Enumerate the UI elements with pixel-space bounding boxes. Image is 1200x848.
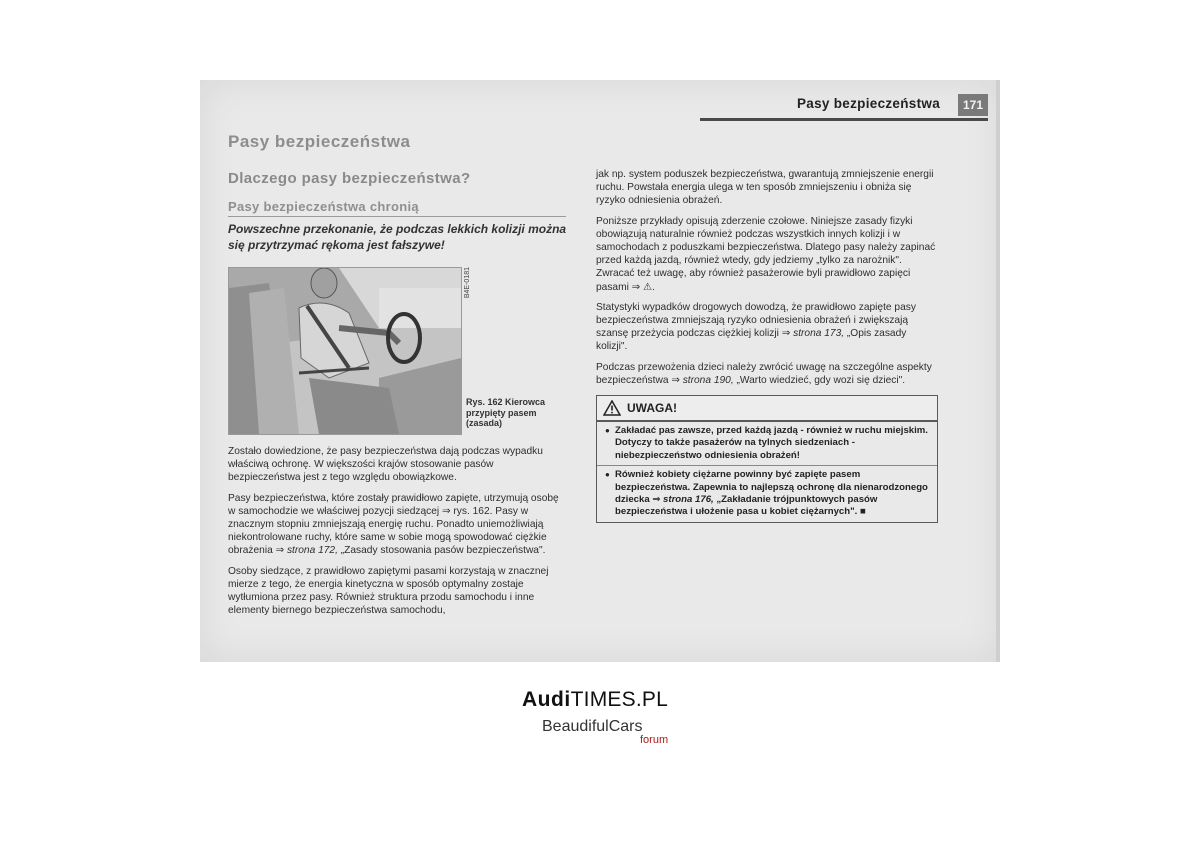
- page-reference-link[interactable]: strona 176,: [663, 494, 714, 506]
- figure-caption: Rys. 162 Kierowca przypięty pasem (zasada): [466, 397, 546, 428]
- paragraph-text: Pasy bezpieczeństwa, które zostały prawidłowo zapięte, utrzymują osobę w samochodzie we właściwej pozycji siedzącej ⇒ rys. 162. Pasy w znacznym stopniu zmniejszają energię ruchu. Ponadto uniemożliwiają niekontrolowane ruchy, które same w sobie mogą spowodować ciężkie obrażenia ⇒: [228, 492, 559, 557]
- logo-cars: Cars: [608, 718, 643, 735]
- section-title: Pasy bezpieczeństwa: [228, 132, 411, 151]
- warning-triangle-icon: [603, 400, 621, 416]
- paragraph-text: Statystyki wypadków drogowych dowodzą, że prawidłowo zapięte pasy bezpieczeństwa zmniejszają ryzyko odniesienia obrażeń i zwiększają szansę przeżycia podczas ciężkiej kolizji ⇒: [596, 301, 916, 340]
- paragraph-text: Podczas przewożenia dzieci należy zwrócić uwagę na szczególne aspekty bezpieczeństwa ⇒: [596, 361, 932, 386]
- logo-forum: forum: [640, 734, 669, 746]
- page-header: [200, 94, 1000, 116]
- paragraph: Zostało dowiedzione, że pasy bezpieczeństwa dają podczas wypadku właściwą ochronę. W większości krajów stosowanie pasów bezpieczeństwa jest z tego względu obowiązkowe.: [228, 446, 543, 484]
- warning-text-group: [615, 469, 931, 519]
- manual-page: [200, 80, 1000, 662]
- paragraph: [228, 492, 568, 558]
- right-column: [596, 168, 938, 523]
- topic-rule: [228, 216, 566, 217]
- logo-main: [522, 688, 722, 712]
- header-title: Pasy bezpieczeństwa: [796, 96, 940, 111]
- warning-item: [597, 422, 937, 465]
- paragraph: Poniższe przykłady opisują zderzenie czołowe. Niniejsze zasady fizyki obowiązują naturalnie również podczas wszystkich innych kolizji i w samochodach z poduszkami bezpieczeństwa. Dlatego pasy należy zapinać przed każdą jazdą, również wtedy, gdy jedziemy „tylko za narożnik". Zwracać też uwagę, aby również pasażerowie byli prawidłowo zapięci pasami ⇒ ⚠.: [596, 215, 936, 293]
- warning-title: UWAGA!: [627, 401, 677, 416]
- page-edge: [996, 80, 1000, 662]
- warning-item: [597, 465, 937, 522]
- paragraph: [596, 301, 938, 354]
- warning-text: Również kobiety ciężarne powinny być zapięte pasem bezpieczeństwa. Zapewnia to najlepszą ochronę dla nienarodzonego dziecka ⇒: [615, 469, 928, 506]
- audi-times-logo: [522, 688, 722, 746]
- paragraph: Osoby siedzące, z prawidłowo zapiętymi pasami korzystają w znacznej mierze z tego, że energia kinetyczna w sposób optymalny zostaje wytłumiona przez pasy. Również struktura przodu samochodu i inne elementy biernego bezpieczeństwa samochodu,: [228, 565, 549, 617]
- logo-times: TIMES.PL: [570, 688, 668, 711]
- bullet-icon: ●: [605, 470, 610, 480]
- paragraph: jak np. system poduszek bezpieczeństwa, gwarantują zmniejszenie energii ruchu. Powstała energia ulega w ten sposób zmniejszeniu i obniża się ryzyko odniesienia obrażeń.: [596, 169, 934, 207]
- paragraph-text: „Zasady stosowania pasów bezpieczeństwa".: [337, 545, 546, 557]
- driver-illustration-svg: [229, 268, 461, 434]
- logo-audi: Audi: [522, 688, 571, 711]
- page-reference-link[interactable]: strona 173,: [793, 328, 845, 340]
- page-number: 171: [958, 94, 988, 116]
- left-column: [228, 132, 568, 624]
- figure-block: [228, 267, 568, 435]
- header-rule: [700, 118, 988, 121]
- subsection-title: Dlaczego pasy bezpieczeństwa?: [228, 170, 471, 187]
- warning-header: [597, 396, 937, 422]
- warning-text: „Zakładanie trójpunktowych pasów bezpieczeństwa i ułożenie pasa u kobiet ciężarnych". ■: [615, 494, 878, 518]
- driver-seatbelt-illustration: [228, 267, 462, 435]
- topic-title: Pasy bezpieczeństwa chronią: [228, 199, 419, 214]
- warning-box: [596, 395, 938, 523]
- warning-text: Zakładać pas zawsze, przed każdą jazdą - również w ruchu miejskim. Dotyczy to także pasażerów na tylnych siedzeniach - niebezpieczeństwo odniesienia obrażeń!: [615, 425, 928, 461]
- logo-sub: [542, 718, 643, 736]
- page-reference-link[interactable]: strona 172,: [286, 545, 338, 557]
- paragraph: [596, 361, 938, 387]
- lead-text: Powszechne przekonanie, że podczas lekkich kolizji można się przytrzymać rękoma jest fałszywe!: [228, 222, 567, 252]
- figure-code: B4E-0181: [464, 267, 471, 299]
- page-reference-link[interactable]: strona 190,: [682, 374, 734, 386]
- paragraph-text: „Warto wiedzieć, gdy wozi się dzieci".: [733, 374, 906, 386]
- logo-beau: Beaudiful: [542, 718, 609, 735]
- bullet-icon: ●: [605, 426, 610, 436]
- paragraph-text: „Opis zasady kolizji".: [596, 328, 907, 353]
